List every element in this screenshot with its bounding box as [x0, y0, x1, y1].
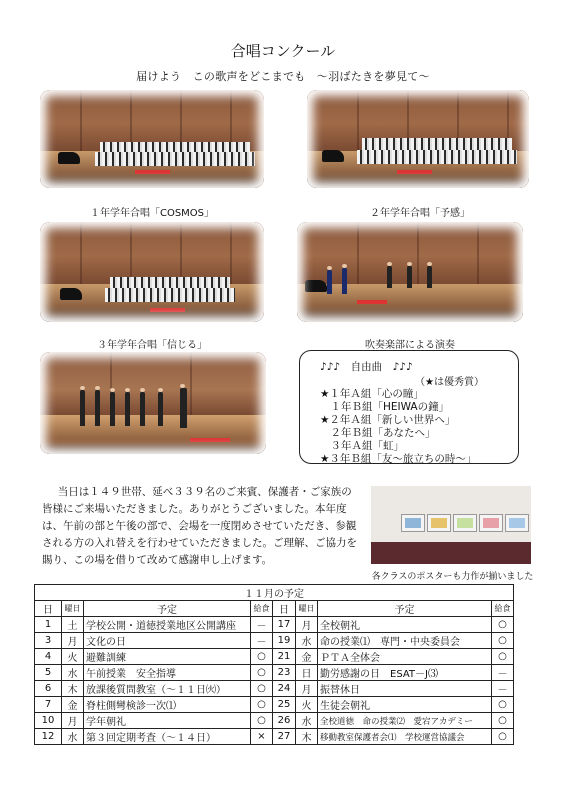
- cell-lunch: ○: [492, 649, 514, 665]
- cell-day: 17: [273, 617, 296, 633]
- cell-weekday: 水: [296, 713, 318, 729]
- cell-day: 23: [273, 665, 296, 681]
- cell-event: 学年朝礼: [84, 713, 251, 729]
- table-row: [35, 633, 514, 649]
- free-song-item: ２年Ｂ組「あなたへ」: [320, 427, 436, 439]
- cell-lunch: ○: [251, 665, 273, 681]
- col-header-lunch: 給食: [492, 601, 514, 617]
- col-header-weekday: 曜日: [296, 601, 318, 617]
- cell-event: 勤労感謝の日 ESAT－J⑶: [318, 665, 492, 681]
- cell-weekday: 月: [62, 633, 84, 649]
- cell-event: ＰＴＡ全体会: [318, 649, 492, 665]
- free-song-item: ★２年Ａ組「新しい世界へ」: [320, 414, 456, 426]
- cell-day: 27: [273, 729, 296, 745]
- cell-event: 放課後質問教室（～１１日㈫）: [84, 681, 251, 697]
- cell-weekday: 土: [62, 617, 84, 633]
- photo-band-caption: 吹奏楽部による演奏: [365, 340, 455, 351]
- cell-lunch: ○: [492, 713, 514, 729]
- cell-lunch: ○: [251, 697, 273, 713]
- col-header-event: 予定: [318, 601, 492, 617]
- cell-weekday: 火: [296, 697, 318, 713]
- col-header-lunch: 給食: [251, 601, 273, 617]
- page-title: 合唱コンクール: [230, 42, 336, 60]
- cell-lunch: －: [251, 633, 273, 649]
- cell-lunch: ○: [251, 713, 273, 729]
- table-row: [35, 617, 514, 633]
- free-song-list: [320, 388, 476, 466]
- photo-grade3-choir: [40, 222, 264, 322]
- cell-event: 脊柱側彎検診一次⑴: [84, 697, 251, 713]
- photo-grade3-caption: ３年学年合唱「信じる」: [97, 340, 207, 351]
- thank-you-paragraph: 当日は１４９世帯、延べ３３９名のご来賓、保護者・ご家族の皆様にご来場いただきました。ありがとうございました。本年度は、午前の部と午後の部で、会場を一度閉めさせていただき、参観される方の入れ替えを行わせていただきました。ご理解、ご協力を賜り、この場を借りて改めて感謝申し上げます。: [42, 486, 357, 566]
- cell-event: 生徒会朝礼: [318, 697, 492, 713]
- photo-grade1-choir: [40, 90, 264, 188]
- cell-day: 21: [273, 649, 296, 665]
- cell-lunch: ○: [251, 649, 273, 665]
- cell-event: 文化の日: [84, 633, 251, 649]
- cell-lunch: ○: [492, 633, 514, 649]
- cell-day: 7: [35, 697, 62, 713]
- cell-event: 命の授業⑴ 専門・中央委員会: [318, 633, 492, 649]
- cell-weekday: 水: [62, 729, 84, 745]
- table-row: [35, 665, 514, 681]
- cell-event: 振替休日: [318, 681, 492, 697]
- cell-lunch: －: [251, 617, 273, 633]
- cell-event: 第３回定期考査（～１４日）: [84, 729, 251, 745]
- cell-lunch: ○: [492, 729, 514, 745]
- cell-weekday: 日: [296, 665, 318, 681]
- cell-day: 24: [273, 681, 296, 697]
- table-row: [35, 649, 514, 665]
- col-header-weekday: 曜日: [62, 601, 84, 617]
- page-subtitle: 届けよう この歌声をどこまでも ～羽ばたきを夢見て～: [136, 70, 430, 83]
- photo-class-posters: [371, 486, 531, 564]
- cell-day: 5: [35, 665, 62, 681]
- cell-lunch: ○: [492, 617, 514, 633]
- table-row: [35, 729, 514, 745]
- cell-day: 10: [35, 713, 62, 729]
- free-song-heading: ♪♪♪ 自由曲 ♪♪♪: [320, 361, 413, 373]
- cell-lunch: ○: [492, 697, 514, 713]
- schedule-header-row: [35, 601, 514, 617]
- table-row: [35, 681, 514, 697]
- cell-day: 26: [273, 713, 296, 729]
- photo-grade1-caption: １年学年合唱「COSMOS」: [89, 208, 215, 219]
- cell-lunch: －: [492, 681, 514, 697]
- cell-weekday: 水: [296, 633, 318, 649]
- cell-event: 学校公開・道徳授業地区公開講座: [84, 617, 251, 633]
- cell-weekday: 火: [62, 649, 84, 665]
- cell-event: 避難訓練: [84, 649, 251, 665]
- col-header-day: 日: [273, 601, 296, 617]
- cell-weekday: 木: [296, 729, 318, 745]
- november-schedule-table: [34, 584, 514, 745]
- schedule-caption: １１月の予定: [35, 585, 514, 601]
- cell-day: 12: [35, 729, 62, 745]
- cell-event: 全校朝礼: [318, 617, 492, 633]
- col-header-day: 日: [35, 601, 62, 617]
- free-song-item: ★３年Ｂ組「友～旅立ちの時～」: [320, 453, 477, 465]
- free-song-item: １年Ｂ組「HEIWAの鐘」: [320, 401, 450, 413]
- cell-day: 19: [273, 633, 296, 649]
- cell-weekday: 金: [296, 649, 318, 665]
- cell-day: 1: [35, 617, 62, 633]
- cell-weekday: 水: [62, 665, 84, 681]
- cell-lunch: ×: [251, 729, 273, 745]
- free-song-box: [299, 350, 519, 464]
- free-song-item: ３年Ａ組「虹」: [320, 440, 404, 452]
- cell-weekday: 木: [62, 681, 84, 697]
- cell-day: 6: [35, 681, 62, 697]
- cell-day: 25: [273, 697, 296, 713]
- cell-lunch: －: [492, 665, 514, 681]
- table-row: [35, 713, 514, 729]
- cell-day: 3: [35, 633, 62, 649]
- table-row: [35, 697, 514, 713]
- col-header-event: 予定: [84, 601, 251, 617]
- award-note: （★は優秀賞）: [415, 377, 484, 388]
- cell-weekday: 月: [296, 617, 318, 633]
- cell-day: 4: [35, 649, 62, 665]
- cell-lunch: ○: [251, 681, 273, 697]
- photo-grade2-caption: ２年学年合唱「予感」: [370, 208, 470, 219]
- photo-band-performance: [297, 222, 523, 322]
- cell-weekday: 月: [296, 681, 318, 697]
- photo-award-ceremony: [40, 352, 266, 454]
- poster-caption: 各クラスのポスターも力作が揃いました: [371, 572, 534, 582]
- cell-weekday: 月: [62, 713, 84, 729]
- photo-grade2-choir: [307, 90, 529, 188]
- cell-event: 全校道徳 命の授業⑵ 愛宕アカデミー: [318, 713, 492, 729]
- cell-weekday: 金: [62, 697, 84, 713]
- free-song-item: ★１年Ａ組「心の瞳」: [320, 388, 424, 400]
- cell-event: 午前授業 安全指導: [84, 665, 251, 681]
- cell-event: 移動教室保護者会⑴ 学校運営協議会: [318, 729, 492, 745]
